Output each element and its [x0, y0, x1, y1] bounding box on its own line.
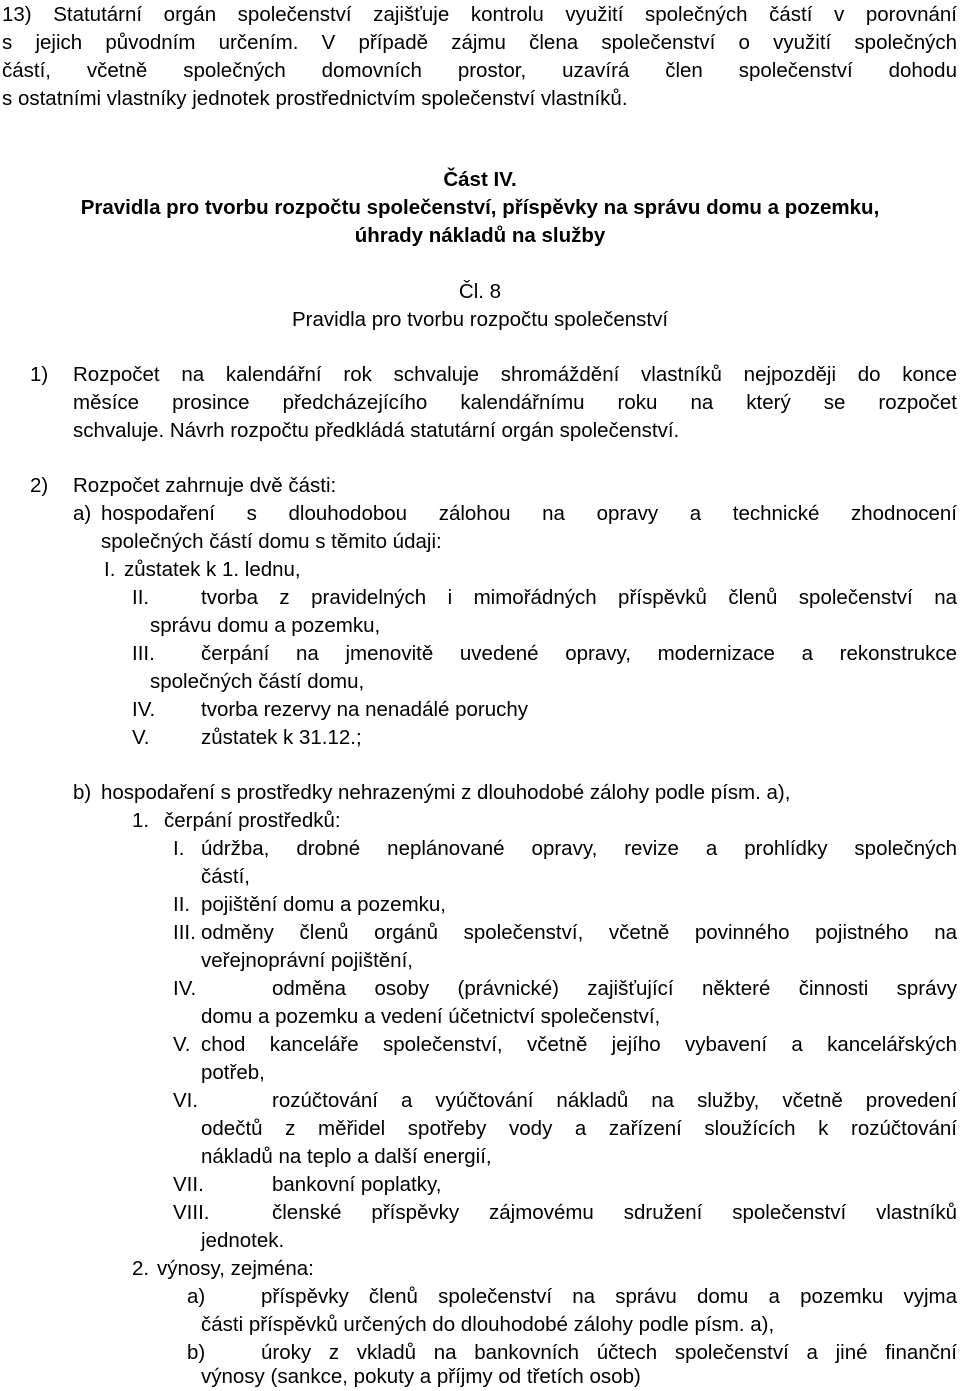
- p2b-sub2-marker: 2.: [132, 1257, 150, 1280]
- p2b-sub2-item-2-line-2: výnosy (sankce, pokuty a příjmy od třetích osob): [201, 1365, 641, 1388]
- p2b-sub1-item-6-marker: VI.: [173, 1089, 199, 1112]
- sec13-line-2: s jejich původním určením. V případě zájmu člena společenství o využití společných: [2, 31, 957, 54]
- p2b-sub1-item-5-line-2: potřeb,: [201, 1061, 265, 1084]
- p2a-marker: a): [73, 502, 92, 525]
- p2b-marker: b): [73, 781, 92, 804]
- p1-line-1: Rozpočet na kalendářní rok schvaluje shromáždění vlastníků nejpozději do konce: [73, 363, 957, 386]
- p2b-sub1-item-4-marker: IV.: [173, 977, 197, 1000]
- p2b-sub1-item-4-line-2: domu a pozemku a vedení účetnictví společenství,: [201, 1005, 661, 1028]
- p2-intro: Rozpočet zahrnuje dvě části:: [73, 474, 337, 497]
- p2-marker: 2): [30, 474, 49, 497]
- p2b-sub1-item-7-line-1: bankovní poplatky,: [272, 1173, 442, 1196]
- p2a-item-3-line-2: společných částí domu,: [150, 670, 365, 693]
- p2b-sub2-item-1-marker: a): [187, 1285, 206, 1308]
- p2a-item-2-marker: II.: [132, 586, 150, 609]
- p1-line-2: měsíce prosince předcházejícího kalendářnímu roku na který se rozpočet: [73, 391, 957, 414]
- p2a-item-5-marker: V.: [132, 726, 150, 749]
- sec13-line-3: částí, včetně společných domovních prostor, uzavírá člen společenství dohodu: [2, 59, 957, 82]
- p2b-sub1-item-6-line-3: nákladů na teplo a další energií,: [201, 1145, 492, 1168]
- p1-line-3: schvaluje. Návrh rozpočtu předkládá statutární orgán společenství.: [73, 419, 680, 442]
- article-title: Pravidla pro tvorbu rozpočtu společenství: [291, 308, 669, 331]
- p2b-sub2-item-1-line-2: části příspěvků určených do dlouhodobé zálohy podle písm. a),: [201, 1313, 775, 1336]
- p2b-sub1-title: čerpání prostředků:: [164, 809, 341, 832]
- part-heading: Část IV.: [443, 168, 517, 191]
- p2a-item-5-line-1: zůstatek k 31.12.;: [201, 726, 362, 749]
- p2a-item-2-line-2: správu domu a pozemku,: [150, 614, 381, 637]
- p2b-sub2-item-2-marker: b): [187, 1341, 206, 1364]
- p2a-line-1: hospodaření s dlouhodobou zálohou na opravy a technické zhodnocení: [101, 502, 957, 525]
- p2b-sub2-title: výnosy, zejména:: [157, 1257, 314, 1280]
- p2b-sub2-item-2-line-1: úroky z vkladů na bankovních účtech společenství a jiné finanční: [261, 1341, 957, 1364]
- p2b-sub1-item-2-line-1: pojištění domu a pozemku,: [201, 893, 446, 916]
- p2a-item-1-line-1: zůstatek k 1. lednu,: [124, 558, 301, 581]
- p2a-item-4-marker: IV.: [132, 698, 156, 721]
- sec13-line-4: s ostatními vlastníky jednotek prostřednictvím společenství vlastníků.: [2, 87, 628, 110]
- p2b-sub1-item-3-line-2: veřejnoprávní pojištění,: [201, 949, 413, 972]
- p2b-sub1-item-5-marker: V.: [173, 1033, 191, 1056]
- part-title-1: Pravidla pro tvorbu rozpočtu společenství, příspěvky na správu domu a pozemku,: [80, 196, 880, 219]
- p2b-sub1-item-1-line-1: údržba, drobné neplánované opravy, revize a prohlídky společných: [201, 837, 957, 860]
- p2a-line-2: společných částí domu s těmito údaji:: [101, 530, 442, 553]
- p2b-sub1-item-2-marker: II.: [173, 893, 191, 916]
- p2b-sub1-item-6-line-2: odečtů z měřidel spotřeby vody a zařízení sloužících k rozúčtování: [201, 1117, 957, 1140]
- article-number: Čl. 8: [458, 280, 502, 303]
- p2b-sub1-item-6-line-1: rozúčtování a vyúčtování nákladů na služby, včetně provedení: [272, 1089, 957, 1112]
- p2b-sub1-item-1-line-2: částí,: [201, 865, 250, 888]
- p2a-item-1-marker: I.: [104, 558, 116, 581]
- p2b-sub1-item-8-line-1: členské příspěvky zájmovému sdružení společenství vlastníků: [272, 1201, 957, 1224]
- sec13-line-1: 13) Statutární orgán společenství zajišťuje kontrolu využití společných částí v porovnání: [2, 3, 957, 26]
- p2b-sub1-item-3-marker: III.: [173, 921, 196, 944]
- p2b-sub1-item-8-line-2: jednotek.: [201, 1229, 285, 1252]
- p2b-sub2-item-1-line-1: příspěvky členů společenství na správu domu a pozemku vyjma: [261, 1285, 957, 1308]
- p2b-sub1-item-3-line-1: odměny členů orgánů společenství, včetně povinného pojistného na: [201, 921, 957, 944]
- p2a-item-3-marker: III.: [132, 642, 155, 665]
- p2b-sub1-item-7-marker: VII.: [173, 1173, 204, 1196]
- p2a-item-3-line-1: čerpání na jmenovitě uvedené opravy, modernizace a rekonstrukce: [201, 642, 957, 665]
- p2b-sub1-item-4-line-1: odměna osoby (právnické) zajišťující některé činnosti správy: [272, 977, 957, 1000]
- part-title-2: úhrady nákladů na služby: [354, 224, 606, 247]
- p2b-sub1-item-8-marker: VIII.: [173, 1201, 210, 1224]
- p2a-item-2-line-1: tvorba z pravidelných i mimořádných příspěvků členů společenství na: [201, 586, 957, 609]
- p2b-sub1-marker: 1.: [132, 809, 150, 832]
- p2b-sub1-item-5-line-1: chod kanceláře společenství, včetně jejího vybavení a kancelářských: [201, 1033, 957, 1056]
- p2a-item-4-line-1: tvorba rezervy na nenadálé poruchy: [201, 698, 529, 721]
- p1-marker: 1): [30, 363, 49, 386]
- p2b-line: hospodaření s prostředky nehrazenými z dlouhodobé zálohy podle písm. a),: [101, 781, 791, 804]
- p2b-sub1-item-1-marker: I.: [173, 837, 185, 860]
